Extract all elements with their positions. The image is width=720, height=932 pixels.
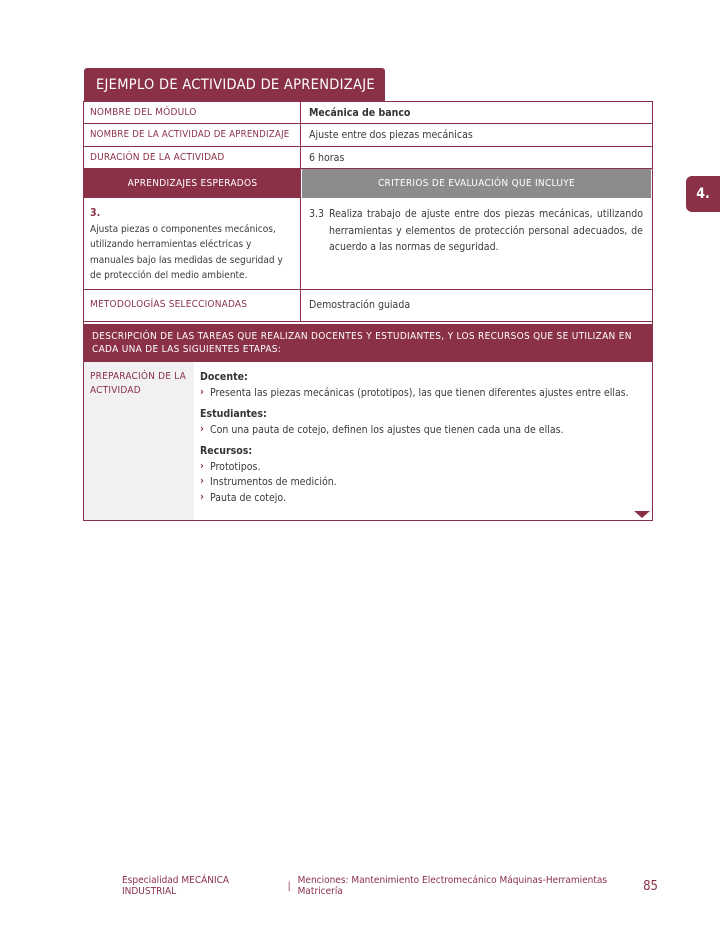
- aprendizaje-number: 3.: [90, 207, 101, 219]
- chapter-tab: [686, 176, 720, 212]
- label-modulo: NOMBRE DEL MÓDULO: [84, 102, 301, 123]
- row-actividad: [84, 124, 652, 147]
- label-metodologias: METODOLOGÍAS SELECCIONADAS: [84, 290, 301, 321]
- value-actividad: Ajuste entre dos piezas mecánicas: [309, 129, 473, 141]
- recursos-item: › Prototipos.: [200, 460, 647, 476]
- docente-title: Docente:: [200, 371, 248, 383]
- criterio-number: 3.3: [309, 208, 325, 220]
- aprendizaje-text: Ajusta piezas o componentes mecánicos, utilizando herramientas eléctricas y manuales bajo las medidas de seguridad y de protección del medio ambiente.: [90, 223, 283, 281]
- row-headers: [84, 169, 652, 198]
- row-modulo: [84, 102, 652, 124]
- recursos-item: › Pauta de cotejo.: [200, 491, 647, 507]
- estudiantes-item: › Con una pauta de cotejo, definen los ajustes que tienen cada una de ellas.: [200, 423, 647, 439]
- footer-separator: |: [287, 880, 291, 892]
- criterio-cell: [301, 198, 651, 264]
- banner-title: EJEMPLO DE ACTIVIDAD DE APRENDIZAJE: [96, 77, 375, 93]
- header-aprendizajes: APRENDIZAJES ESPERADOS: [84, 169, 301, 198]
- value-metodologias: Demostración guiada: [309, 299, 411, 311]
- label-duracion: DURACIÓN DE LA ACTIVIDAD: [84, 147, 301, 168]
- page-footer: [122, 875, 658, 897]
- label-actividad: NOMBRE DE LA ACTIVIDAD DE APRENDIZAJE: [84, 124, 301, 146]
- label-preparacion: PREPARACIÓN DE LA ACTIVIDAD: [84, 362, 194, 520]
- criterio-text: Realiza trabajo de ajuste entre dos piezas mecánicas, utilizando herramientas y elementos de protección personal adecuados, de acuerdo a las normas de seguridad.: [329, 208, 643, 253]
- estudiantes-title: Estudiantes:: [200, 408, 267, 420]
- header-criterios: CRITERIOS DE EVALUACIÓN QUE INCLUYE: [302, 169, 651, 198]
- preparacion-content: [196, 362, 651, 514]
- docente-item: › Presenta las piezas mecánicas (prototipos), las que tienen diferentes ajustes entre ellas.: [200, 386, 647, 402]
- descripcion-header-text: DESCRIPCIÓN DE LAS TAREAS QUE REALIZAN DOCENTES Y ESTUDIANTES, Y LOS RECURSOS QUE SE UTILIZAN EN CADA UNA DE LAS SIGUIENTES ETAPAS:: [92, 331, 632, 355]
- recursos-title: Recursos:: [200, 445, 253, 457]
- row-preparacion: [84, 362, 652, 520]
- continue-arrow-icon: [634, 511, 650, 518]
- descripcion-header: [84, 324, 652, 362]
- activity-table: [83, 101, 653, 521]
- footer-menciones: Menciones: Mantenimiento Electromecánico Máquinas-Herramientas Matricería: [297, 875, 608, 897]
- chapter-tab-label: 4.: [696, 186, 710, 202]
- page-number: 85: [643, 878, 658, 894]
- value-modulo: Mecánica de banco: [309, 107, 411, 119]
- footer-especialidad: Especialidad MECÁNICA INDUSTRIAL: [122, 875, 230, 897]
- value-duracion: 6 horas: [309, 152, 345, 164]
- activity-banner: [84, 68, 385, 102]
- row-aprendizaje: [84, 198, 652, 290]
- row-duracion: [84, 147, 652, 169]
- recursos-item: › Instrumentos de medición.: [200, 475, 647, 491]
- row-metodologias: [84, 290, 652, 322]
- aprendizaje-cell: [84, 198, 301, 289]
